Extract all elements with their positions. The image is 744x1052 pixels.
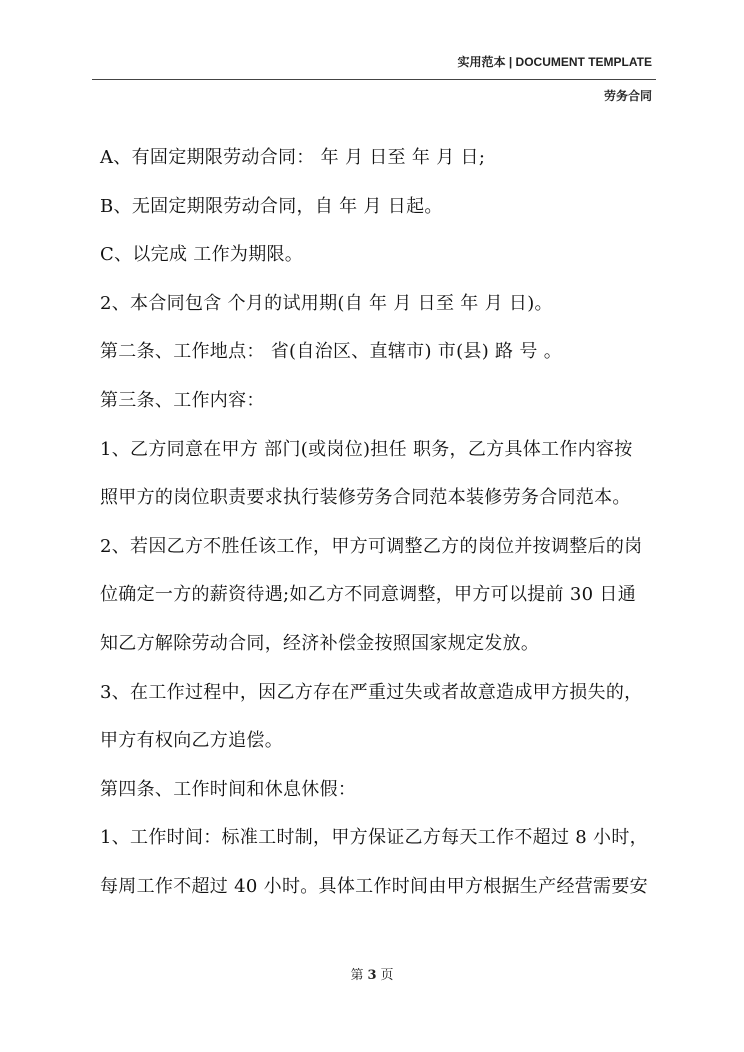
body-line: 第三条、工作内容： — [100, 389, 265, 411]
body-line: 3、在工作过程中，因乙方存在严重过失或者故意造成甲方损失的， — [100, 681, 643, 703]
body-line: 2、若因乙方不胜任该工作，甲方可调整乙方的岗位并按调整后的岗 — [100, 535, 643, 557]
header-divider — [92, 79, 656, 80]
contract-body — [100, 134, 660, 912]
body-line: A、有固定期限劳动合同： 年 月 日至 年 月 日; — [100, 147, 486, 168]
body-line: 照甲方的岗位职责要求执行装修劳务合同范本装修劳务合同范本。 — [100, 487, 631, 509]
footer-prefix: 第 — [350, 968, 364, 983]
body-line: 位确定一方的薪资待遇;如乙方不同意调整，甲方可以提前 30 日通 — [100, 584, 637, 606]
body-line: 2、本合同包含 个月的试用期(自 年 月 日至 年 月 日)。 — [100, 292, 553, 314]
body-line: 1、乙方同意在甲方 部门(或岗位)担任 职务，乙方具体工作内容按 — [100, 438, 633, 460]
body-line: 1、工作时间：标准工时制，甲方保证乙方每天工作不超过 8 小时， — [100, 827, 648, 849]
body-line: 甲方有权向乙方追偿。 — [100, 730, 283, 752]
body-line: 每周工作不超过 40 小时。具体工作时间由甲方根据生产经营需要安 — [100, 875, 648, 897]
body-line: C、以完成 工作为期限。 — [100, 244, 304, 266]
body-line: B、无固定期限劳动合同，自 年 月 日起。 — [100, 195, 443, 217]
footer-suffix: 页 — [380, 968, 394, 983]
page-footer — [0, 964, 744, 983]
body-line: 第二条、工作地点： 省(自治区、直辖市) 市(县) 路 号 。 — [100, 341, 562, 363]
body-line: 第四条、工作时间和休息休假： — [100, 778, 357, 800]
page-number: 3 — [367, 968, 377, 983]
document-header-title: 实用范本 | DOCUMENT TEMPLATE — [457, 55, 652, 69]
document-header-subtitle: 劳务合同 — [603, 89, 652, 103]
body-line: 知乙方解除劳动合同，经济补偿金按照国家规定发放。 — [100, 632, 540, 654]
